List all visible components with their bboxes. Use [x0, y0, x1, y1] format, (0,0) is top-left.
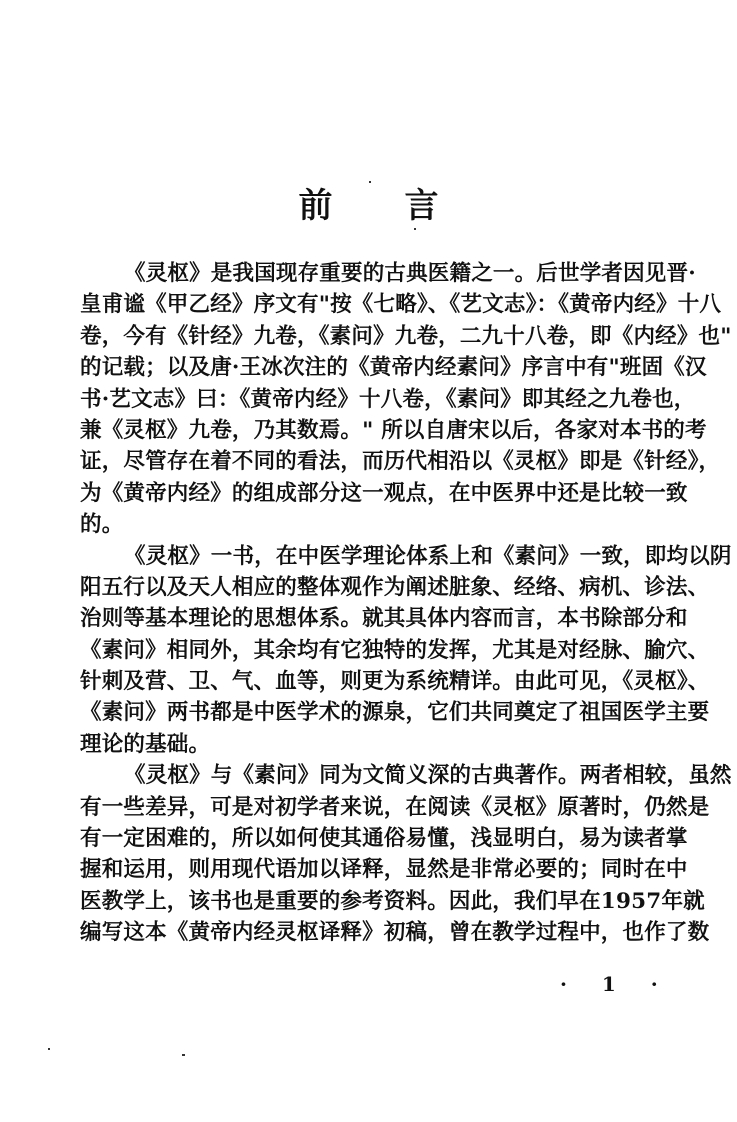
title-char-2: 言	[404, 186, 439, 226]
title-char-1: 前	[298, 186, 333, 226]
text-line: 医教学上，该书也是重要的参考资料。因此，我们早在1957年就	[80, 888, 705, 914]
paragraph-3	[80, 760, 732, 948]
text-line: 皇甫谧《甲乙经》序文有"按《七略》、《艺文志》：《黄帝内经》十八	[80, 292, 722, 318]
text-line: 阳五行以及天人相应的整体观作为阐述脏象、经络、病机、诊法、	[80, 574, 710, 600]
scan-speck	[48, 1048, 50, 1050]
text-line: 的记载；以及唐·王冰次注的《黄帝内经素问》序言中有"班固《汉	[80, 355, 707, 381]
text-line: 兼《灵枢》九卷，乃其数焉。" 所以自唐宋以后，各家对本书的考	[80, 417, 707, 443]
preface-body	[80, 258, 732, 949]
page-title	[0, 178, 737, 227]
scan-speck	[182, 1054, 185, 1056]
scan-speck	[414, 228, 416, 230]
text-line: 《灵枢》是我国现存重要的古典医籍之一。后世学者因见晋·	[124, 261, 696, 286]
text-line: 有一定困难的，所以如何使其通俗易懂，浅显明白，易为读者掌	[80, 826, 688, 852]
text-line: 《灵枢》与《素问》同为文简义深的古典著作。两者相较，虽然	[124, 763, 732, 789]
text-line: 《灵枢》一书，在中医学理论体系上和《素问》一致，即均以阴	[124, 543, 732, 569]
scan-speck	[369, 181, 371, 183]
paragraph-2	[80, 541, 732, 761]
text-line: 的。	[80, 512, 124, 538]
text-line: 针刺及营、卫、气、血等，则更为系统精详。由此可见，《灵枢》、	[80, 669, 710, 695]
text-line: 卷，今有《针经》九卷，《素问》九卷，二九十八卷，即《内经》也"	[80, 323, 732, 349]
text-line: 理论的基础。	[80, 731, 211, 757]
text-line: 证，尽管存在着不同的看法，而历代相沿以《灵枢》即是《针经》，	[80, 449, 721, 475]
text-line: 有一些差异，可是对初学者来说，在阅读《灵枢》原著时，仍然是	[80, 794, 710, 820]
text-line: 为《黄帝内经》的组成部分这一观点，在中医界中还是比较一致	[80, 480, 688, 506]
page-number: · 1 ·	[560, 972, 672, 996]
text-line: 编写这本《黄帝内经灵枢译释》初稿，曾在教学过程中，也作了数	[80, 920, 710, 946]
text-line: 握和运用，则用现代语加以译释，显然是非常必要的；同时在中	[80, 857, 688, 883]
text-line: 《素问》两书都是中医学术的源泉，它们共同奠定了祖国医学主要	[80, 700, 710, 726]
paragraph-1	[80, 258, 732, 541]
text-line: 《素问》相同外，其余均有它独特的发挥，尤其是对经脉、腧穴、	[80, 637, 710, 663]
text-line: 治则等基本理论的思想体系。就其具体内容而言，本书除部分和	[80, 606, 688, 632]
text-line: 书·艺文志》曰：《黄帝内经》十八卷，《素问》即其经之九卷也，	[80, 386, 696, 412]
